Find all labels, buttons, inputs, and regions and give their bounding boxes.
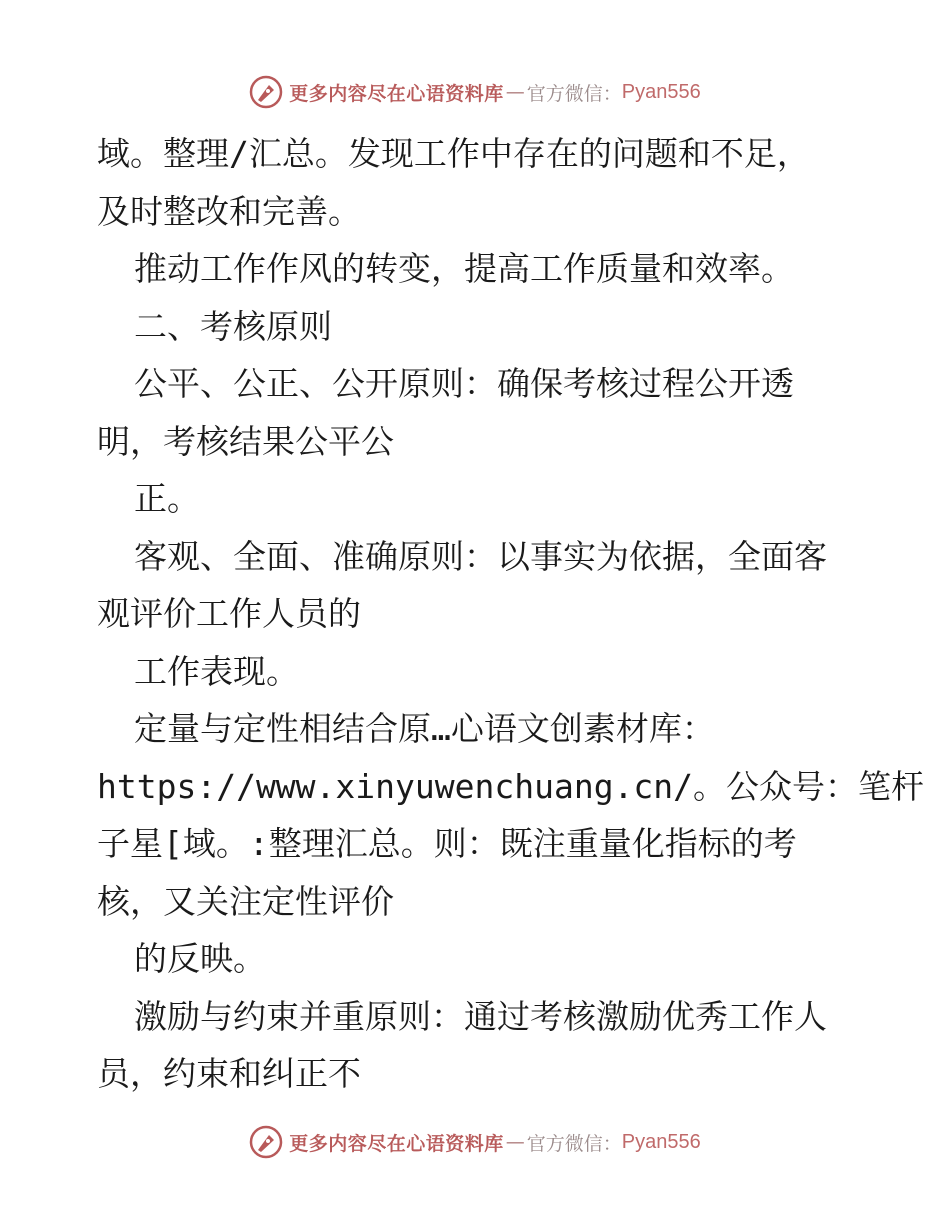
body-line: 子星[域。:整理汇总。则：既注重量化指标的考 xyxy=(97,824,797,863)
body-line: 观评价工作人员的 xyxy=(97,594,361,633)
banner-wechat-id: Pyan556 xyxy=(621,1130,701,1153)
banner-wechat-label: 官方微信： xyxy=(526,1132,622,1155)
banner-wechat-label: 官方微信： xyxy=(526,82,622,105)
body-line: 域。整理/汇总。发现工作中存在的问题和不足， xyxy=(97,134,810,173)
body-line: 核，又关注定性评价 xyxy=(97,881,394,921)
banner-wechat-id: Pyan556 xyxy=(621,80,701,103)
banner-main-text: 更多内容尽在心语资料库 xyxy=(289,1132,504,1155)
document-body xyxy=(97,125,925,1103)
body-line: 推动工作作风的转变，提高工作质量和效率。 xyxy=(134,249,794,288)
header-watermark-banner xyxy=(0,72,950,112)
footer-watermark-banner xyxy=(0,1122,950,1162)
section-heading: 二、考核原则 xyxy=(134,306,332,346)
body-line: 工作表现。 xyxy=(134,651,299,691)
body-line: 正。 xyxy=(134,479,200,518)
banner-dash: — xyxy=(505,1131,525,1153)
pen-nib-logo-icon xyxy=(249,1125,283,1159)
body-line: 客观、全面、准确原则：以事实为依据，全面客 xyxy=(134,536,827,576)
body-line: 公平、公正、公开原则：确保考核过程公开透 xyxy=(134,364,794,403)
body-line: 的反映。 xyxy=(134,939,266,978)
pen-nib-logo-icon xyxy=(249,75,283,109)
body-line: 激励与约束并重原则：通过考核激励优秀工作人 xyxy=(134,996,827,1036)
body-line-url: https://www.xinyuwenchuang.cn/。公众号：笔杆 xyxy=(97,766,925,806)
body-line: 定量与定性相结合原…心语文创素材库： xyxy=(134,709,715,748)
body-line: 及时整改和完善。 xyxy=(97,191,361,231)
body-line: 明，考核结果公平公 xyxy=(97,421,394,461)
banner-dash: — xyxy=(505,81,525,103)
body-line: 员，约束和纠正不 xyxy=(97,1054,361,1093)
banner-main-text: 更多内容尽在心语资料库 xyxy=(289,82,504,105)
